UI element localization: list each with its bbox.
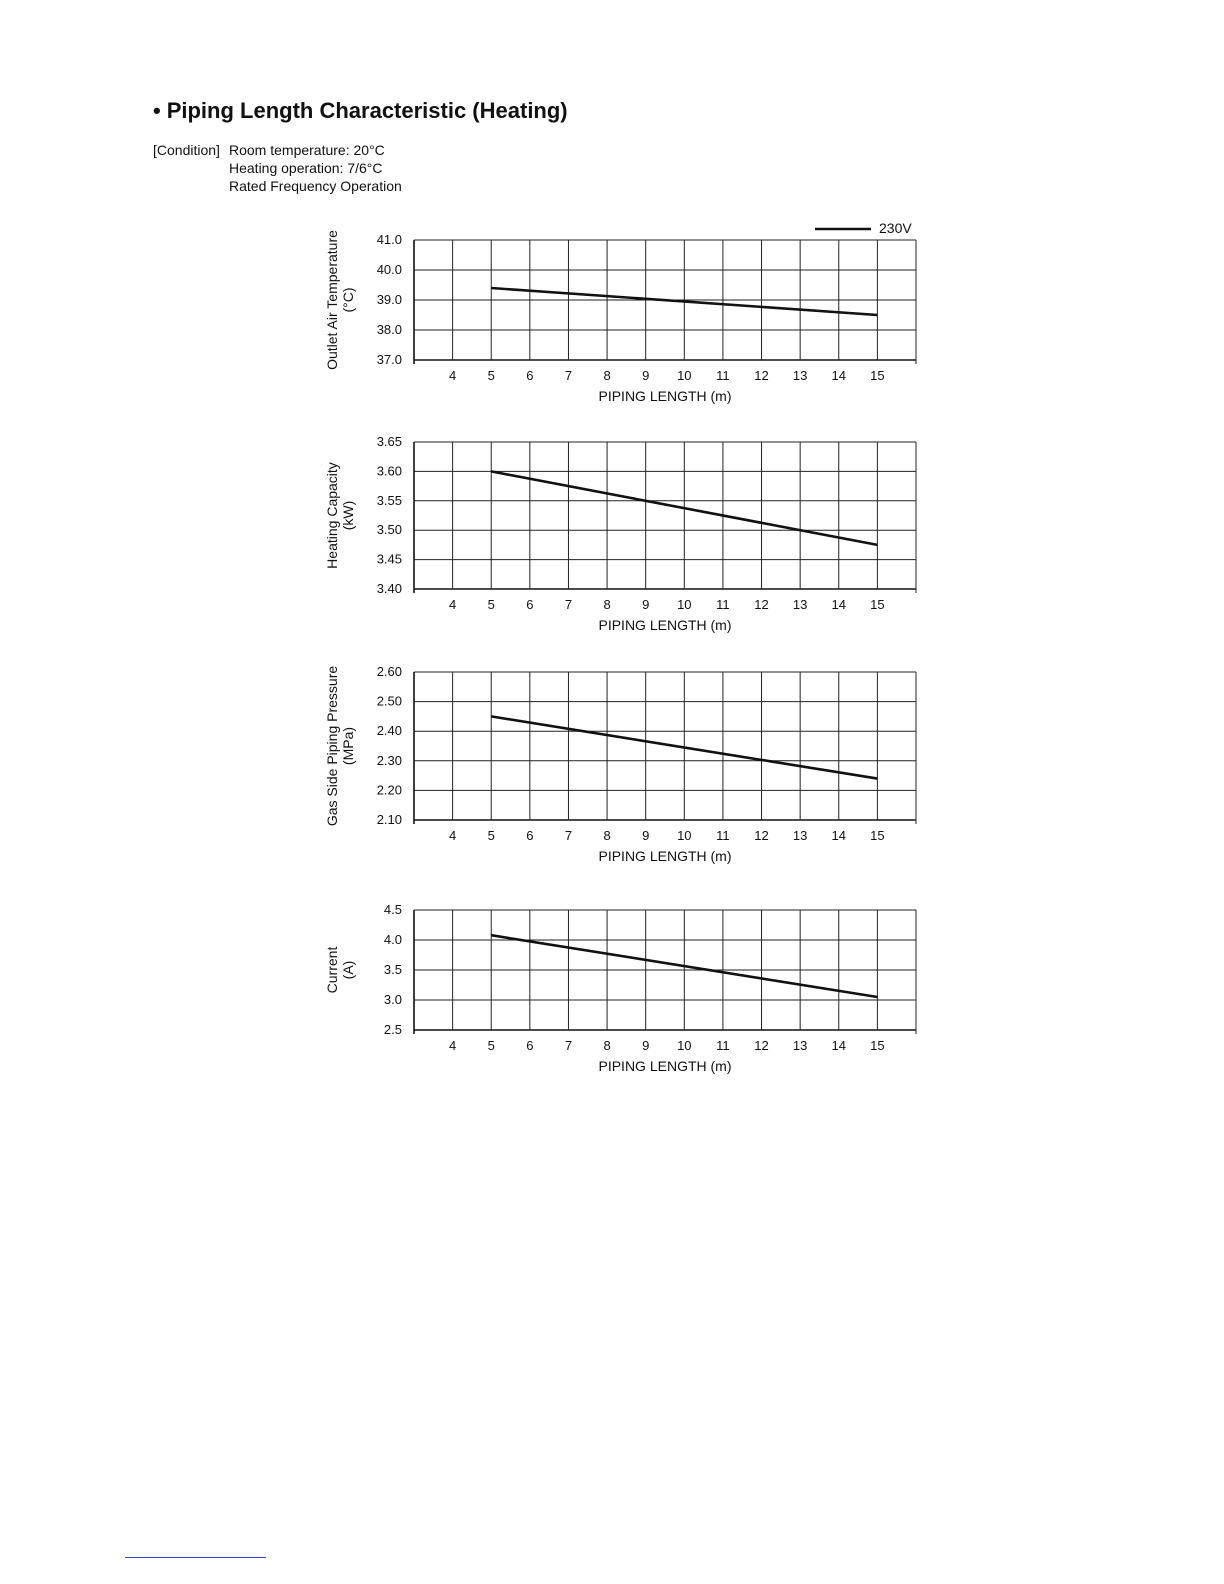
y-tick-label: 2.40: [376, 723, 402, 739]
x-tick-label: 8: [603, 368, 611, 383]
x-tick-label: 11: [716, 368, 730, 383]
condition-rated-frequency: Rated Frequency Operation: [229, 178, 402, 194]
y-tick-label: 41.0: [376, 232, 402, 247]
x-tick-label: 12: [754, 368, 769, 383]
x-tick-label: 15: [870, 368, 885, 383]
x-tick-label: 9: [642, 597, 650, 612]
y-axis-unit: (A): [340, 960, 356, 980]
x-tick-label: 4: [448, 1038, 457, 1053]
x-tick-label: 13: [792, 1038, 808, 1053]
x-tick-label: 5: [487, 597, 495, 612]
x-tick-label: 6: [526, 828, 534, 843]
y-tick-label: 2.10: [376, 812, 402, 827]
x-tick-label: 6: [526, 368, 534, 383]
x-tick-label: 7: [564, 368, 573, 383]
x-tick-label: 10: [677, 368, 692, 383]
y-tick-label: 3.60: [376, 463, 402, 479]
x-tick-label: 14: [831, 1038, 847, 1053]
x-axis-label: PIPING LENGTH (m): [598, 388, 732, 404]
x-axis-label: PIPING LENGTH (m): [598, 848, 732, 864]
x-tick-label: 13: [792, 368, 808, 383]
x-tick-label: 12: [754, 597, 769, 612]
legend-label: 230V: [879, 220, 912, 236]
x-tick-label: 6: [526, 597, 534, 612]
y-tick-label: 38.0: [376, 322, 402, 337]
x-tick-label: 9: [642, 1038, 650, 1053]
x-tick-label: 7: [564, 828, 573, 843]
y-axis-label: Heating Capacity: [324, 462, 340, 569]
x-tick-label: 10: [677, 1038, 692, 1053]
x-tick-label: 8: [603, 597, 611, 612]
y-axis-unit: (°C): [340, 287, 356, 313]
x-tick-label: 9: [642, 828, 650, 843]
y-tick-label: 2.20: [376, 782, 402, 798]
x-tick-label: 12: [754, 1038, 769, 1053]
y-tick-label: 3.55: [376, 492, 402, 508]
y-tick-label: 3.0: [383, 992, 402, 1007]
y-tick-label: 40.0: [376, 262, 402, 277]
gas-side-piping-pressure-chart: [310, 658, 930, 873]
y-tick-label: 39.0: [376, 292, 402, 307]
y-tick-label: 4.5: [383, 902, 402, 917]
x-tick-label: 7: [564, 1038, 573, 1053]
y-axis-label: Current: [324, 946, 340, 994]
y-tick-label: 2.30: [376, 752, 402, 768]
x-tick-label: 4: [448, 368, 457, 383]
x-tick-label: 7: [564, 597, 573, 612]
x-tick-label: 15: [870, 1038, 885, 1053]
x-tick-label: 11: [716, 597, 730, 612]
x-tick-label: 13: [792, 828, 808, 843]
heating-capacity-chart: [310, 428, 930, 643]
x-tick-label: 5: [487, 828, 495, 843]
y-tick-label: 3.65: [376, 434, 402, 449]
x-tick-label: 14: [831, 828, 847, 843]
x-tick-label: 14: [831, 368, 847, 383]
x-axis-label: PIPING LENGTH (m): [598, 617, 732, 633]
y-tick-label: 2.60: [376, 664, 402, 679]
y-axis-label: Gas Side Piping Pressure: [324, 665, 340, 827]
outlet-air-temperature-chart: [310, 212, 930, 412]
x-tick-label: 13: [792, 597, 808, 612]
x-tick-label: 10: [677, 828, 692, 843]
y-axis-unit: (MPa): [340, 726, 356, 766]
title-text: Piping Length Characteristic (Heating): [166, 98, 568, 123]
y-tick-label: 3.50: [376, 522, 402, 538]
y-tick-label: 2.5: [383, 1022, 402, 1037]
x-tick-label: 15: [870, 597, 885, 612]
x-tick-label: 14: [831, 597, 847, 612]
y-tick-label: 3.45: [376, 551, 402, 567]
x-tick-label: 8: [603, 828, 611, 843]
x-tick-label: 11: [716, 828, 730, 843]
condition-prefix: [Condition]: [153, 142, 220, 158]
x-tick-label: 9: [642, 368, 650, 383]
x-tick-label: 11: [716, 1038, 730, 1053]
x-tick-label: 15: [870, 828, 885, 843]
x-axis-label: PIPING LENGTH (m): [598, 1058, 732, 1074]
condition-heating-operation: Heating operation: 7/6°C: [229, 160, 383, 176]
y-tick-label: 3.5: [383, 962, 402, 977]
x-tick-label: 5: [487, 1038, 495, 1053]
x-tick-label: 4: [448, 828, 457, 843]
current-chart: [310, 896, 930, 1081]
footer-rule: [125, 1557, 266, 1558]
y-tick-label: 3.40: [376, 581, 402, 596]
y-tick-label: 37.0: [376, 352, 402, 367]
x-tick-label: 6: [526, 1038, 534, 1053]
page-title: [153, 98, 568, 124]
x-tick-label: 12: [754, 828, 769, 843]
x-tick-label: 4: [448, 597, 457, 612]
x-tick-label: 8: [603, 1038, 611, 1053]
y-axis-unit: (kW): [340, 500, 356, 531]
x-tick-label: 5: [487, 368, 495, 383]
y-tick-label: 4.0: [383, 932, 402, 947]
x-tick-label: 10: [677, 597, 692, 612]
y-tick-label: 2.50: [376, 693, 402, 709]
condition-room-temperature: Room temperature: 20°C: [229, 142, 385, 158]
y-axis-label: Outlet Air Temperature: [324, 230, 340, 370]
title-bullet: •: [153, 98, 161, 123]
